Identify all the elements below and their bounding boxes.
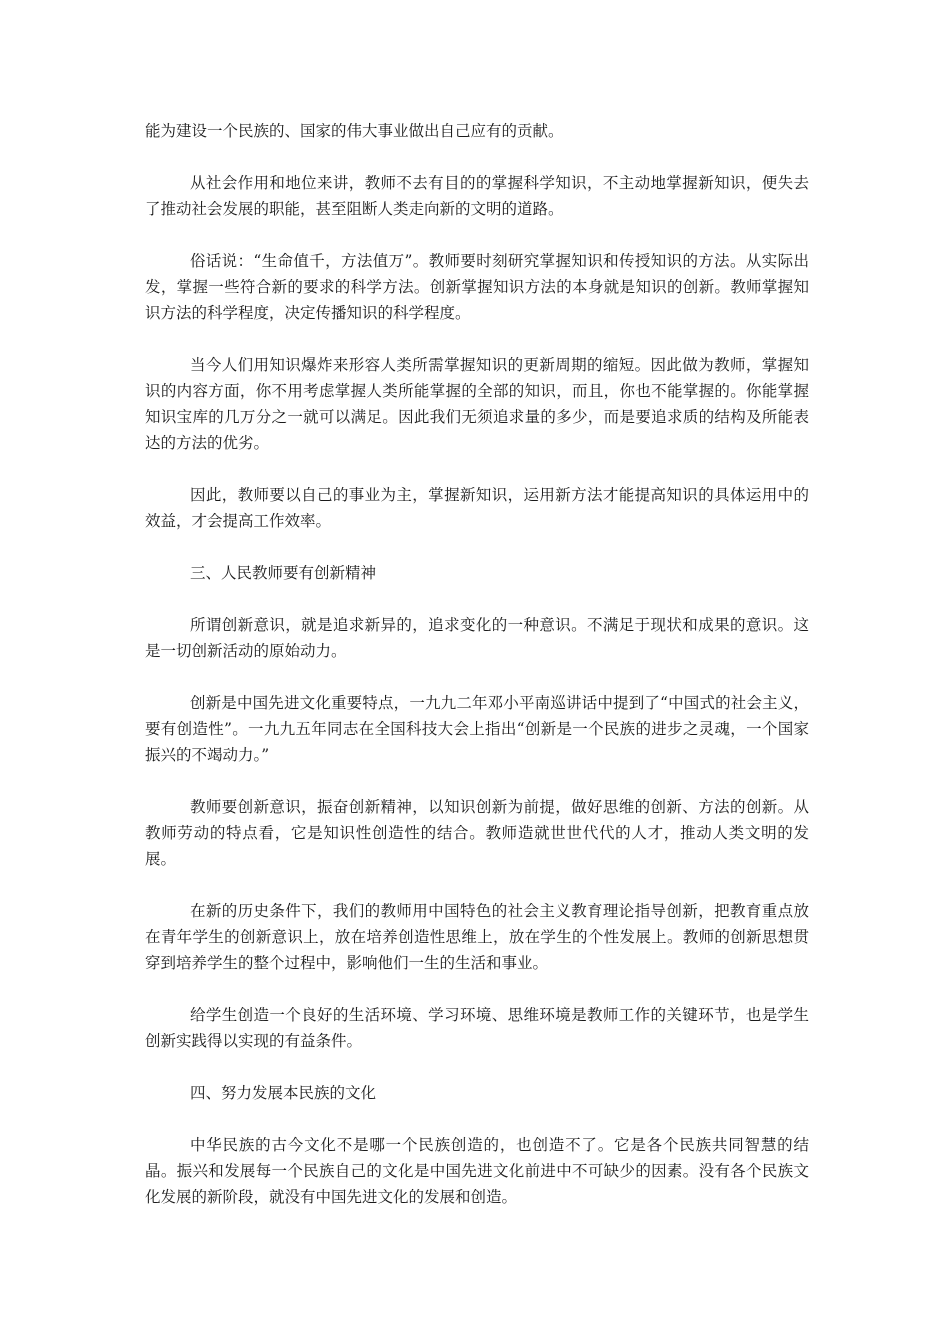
paragraph-methods: 俗话说：“生命值千，方法值万”。教师要时刻研究掌握知识和传授知识的方法。从实际出发，掌握一些符合新的要求的科学方法。创新掌握知识方法的本身就是知识的创新。教师掌握知识方法的科学程度，决定传播知识的科学程度。 bbox=[145, 252, 809, 322]
paragraph-continuation: 能为建设一个民族的、国家的伟大事业做出自己应有的贡献。 bbox=[145, 122, 564, 140]
paragraph-innovation-spirit: 教师要创新意识，振奋创新精神，以知识创新为前提，做好思维的创新、方法的创新。从教师劳动的特点看，它是知识性创造性的结合。教师造就世世代代的人才，推动人类文明的发展。 bbox=[145, 798, 809, 868]
document-body bbox=[145, 118, 809, 1236]
paragraph-efficiency: 因此，教师要以自己的事业为主，掌握新知识，运用新方法才能提高知识的具体运用中的效益，才会提高工作效率。 bbox=[145, 486, 809, 530]
paragraph-innovation-culture: 创新是中国先进文化重要特点，一九九二年邓小平南巡讲话中提到了“中国式的社会主义，要有创造性”。一九九五年同志在全国科技大会上指出“创新是一个民族的进步之灵魂，一个国家振兴的不竭动力。” bbox=[145, 694, 809, 764]
paragraph-environment: 给学生创造一个良好的生活环境、学习环境、思维环境是教师工作的关键环节，也是学生创新实践得以实现的有益条件。 bbox=[145, 1006, 809, 1050]
paragraph-knowledge-explosion: 当今人们用知识爆炸来形容人类所需掌握知识的更新周期的缩短。因此做为教师，掌握知识的内容方面，你不用考虑掌握人类所能掌握的全部的知识，而且，你也不能掌握的。你能掌握知识宝库的几万分之一就可以满足。因此我们无须追求量的多少，而是要追求质的结构及所能表达的方法的优劣。 bbox=[145, 356, 809, 452]
section-heading-national-culture: 四、努力发展本民族的文化 bbox=[189, 1084, 376, 1102]
paragraph-innovation-awareness: 所谓创新意识，就是追求新异的，追求变化的一种意识。不满足于现状和成果的意识。这是一切创新活动的原始动力。 bbox=[145, 616, 809, 660]
paragraph-social-role: 从社会作用和地位来讲，教师不去有目的的掌握科学知识，不主动地掌握新知识，便失去了推动社会发展的职能，甚至阻断人类走向新的文明的道路。 bbox=[145, 174, 809, 218]
section-heading-innovation: 三、人民教师要有创新精神 bbox=[189, 564, 376, 582]
paragraph-national-culture: 中华民族的古今文化不是哪一个民族创造的，也创造不了。它是各个民族共同智慧的结晶。振兴和发展每一个民族自己的文化是中国先进文化前进中不可缺少的因素。没有各个民族文化发展的新阶段，就没有中国先进文化的发展和创造。 bbox=[145, 1136, 809, 1206]
paragraph-historical-conditions: 在新的历史条件下，我们的教师用中国特色的社会主义教育理论指导创新，把教育重点放在青年学生的创新意识上，放在培养创造性思维上，放在学生的个性发展上。教师的创新思想贯穿到培养学生的整个过程中，影响他们一生的生活和事业。 bbox=[145, 902, 809, 972]
